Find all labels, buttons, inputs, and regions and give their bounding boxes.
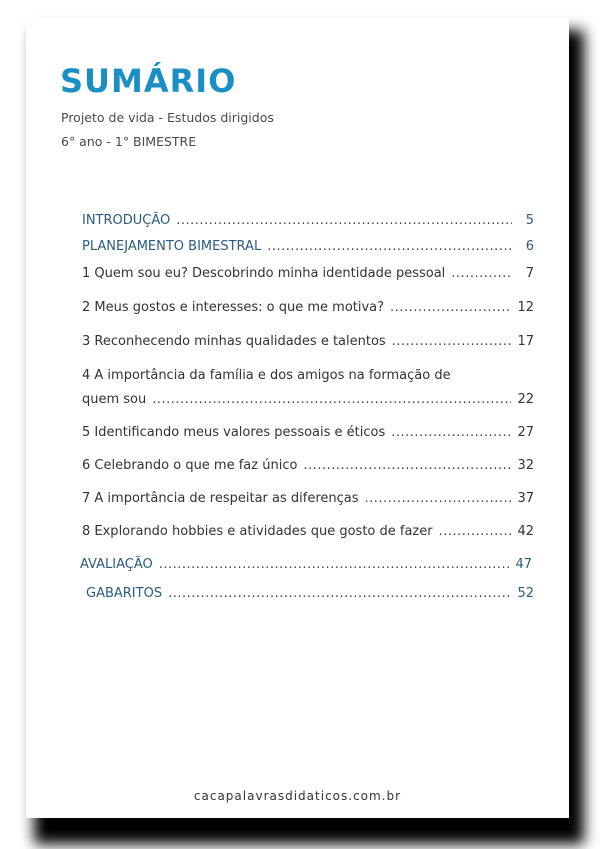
dot-leader bbox=[152, 392, 511, 407]
toc-item-planejamento[interactable]: PLANEJAMENTO BIMESTRAL ..... 6 bbox=[82, 239, 534, 254]
dot-leader bbox=[439, 524, 512, 539]
dot-leader bbox=[168, 586, 511, 601]
toc-item-chapter-4[interactable]: quem sou ..... 22 bbox=[82, 392, 534, 407]
toc-item-gabaritos[interactable]: GABARITOS ..... 52 bbox=[86, 586, 534, 601]
toc-item-chapter-4-line1[interactable]: 4 A importância da família e dos amigos na formação de bbox=[82, 368, 451, 383]
footer-website: cacapalavrasdidaticos.com.br bbox=[193, 789, 402, 803]
toc-item-avaliacao[interactable]: AVALIAÇÃO ..... 47 bbox=[80, 557, 532, 572]
grade-label: 6° ano - 1° BIMESTRE bbox=[61, 134, 197, 149]
dot-leader bbox=[176, 213, 512, 228]
toc-item-chapter-3[interactable]: 3 Reconhecendo minhas qualidades e talentos ..... 17 bbox=[82, 334, 534, 349]
subtitle: Projeto de vida - Estudos dirigidos bbox=[61, 110, 274, 125]
toc-item-chapter-8[interactable]: 8 Explorando hobbies e atividades que gosto de fazer ..... 42 bbox=[82, 524, 534, 539]
toc-item-chapter-5[interactable]: 5 Identificando meus valores pessoais e éticos ..... 27 bbox=[82, 425, 534, 440]
dot-leader bbox=[303, 458, 511, 473]
document-page bbox=[26, 18, 569, 818]
dot-leader bbox=[390, 300, 511, 315]
toc-item-chapter-2[interactable]: 2 Meus gostos e interesses: o que me motiva? ..... 12 bbox=[82, 300, 534, 315]
toc-item-chapter-1[interactable]: 1 Quem sou eu? Descobrindo minha identidade pessoal ..... 7 bbox=[82, 266, 534, 281]
page-title: SUMÁRIO bbox=[60, 62, 237, 100]
toc-item-chapter-7[interactable]: 7 A importância de respeitar as diferenças ..... 37 bbox=[82, 491, 534, 506]
toc-item-introducao[interactable]: INTRODUÇÃO ..... 5 bbox=[82, 213, 534, 228]
dot-leader bbox=[159, 557, 510, 572]
dot-leader bbox=[392, 334, 512, 349]
dot-leader bbox=[267, 239, 512, 254]
dot-leader bbox=[451, 266, 512, 281]
dot-leader bbox=[391, 425, 511, 440]
toc-item-chapter-6[interactable]: 6 Celebrando o que me faz único ..... 32 bbox=[82, 458, 534, 473]
dot-leader bbox=[365, 491, 512, 506]
